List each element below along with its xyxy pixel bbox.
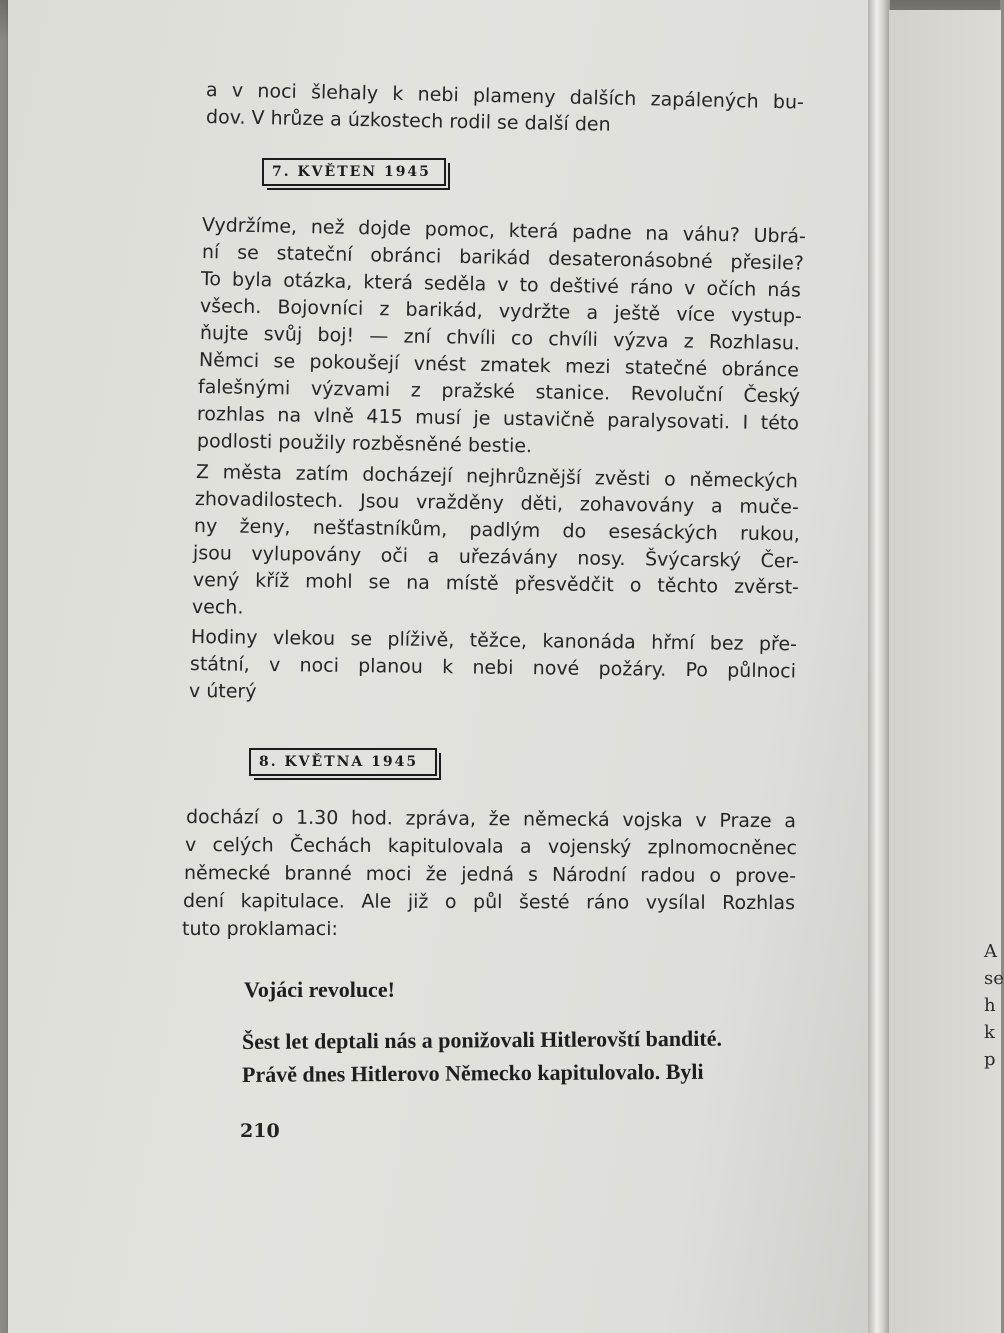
text-line: ní se stateční obránci barikád desateronásobné přesile? xyxy=(201,241,805,275)
text-line: vech. xyxy=(191,596,244,619)
text-line: vený kříž mohl se na místě přesvědčit o těchto zvěrst- xyxy=(192,569,800,599)
proclamation-line: Právě dnes Hitlerovo Německo kapitulovalo. Byli xyxy=(241,1058,704,1087)
text-line: dochází o 1.30 hod. zpráva, že německá vojska v Praze a xyxy=(185,806,797,833)
text-line: ny ženy, nešťastníkům, padlým do esesáckých rukou, xyxy=(193,515,801,546)
next-page-fragment: se xyxy=(984,968,1004,989)
text-line: rozhlas na vlně 415 musí je ustavičně paralysovati. I této xyxy=(196,403,800,435)
section-heading-may-8: 8. KVĚTNA 1945 xyxy=(249,748,437,776)
text-line: dení kapitulace. Ale již o půl šesté ráno vysílal Rozhlas xyxy=(182,890,796,915)
text-line: Hodiny vlekou se plíživě, těžce, kanonáda hřmí bez pře- xyxy=(190,626,798,656)
text-line: všech. Bojovníci z barikád, vydržte a ještě více vystup- xyxy=(199,295,803,328)
text-line: Vydržíme, než dojde pomoc, která padne na váhu? Ubrá- xyxy=(201,214,807,248)
text-line: Němci se pokoušejí vnést zmatek mezi statečné obránce xyxy=(198,349,800,382)
next-page-fragment: h xyxy=(984,995,996,1016)
text-line: ňujte svůj boj! — zní chvíli co chvíli výzva z Rozhlasu. xyxy=(199,322,801,355)
text-line: podlosti použily rozběsněné bestie. xyxy=(196,430,533,458)
next-page-fragment: k xyxy=(984,1022,995,1043)
text-line: v úterý xyxy=(188,680,257,703)
text-line: falešnými výzvami z pražské stanice. Revoluční Český xyxy=(197,376,801,408)
text-line: zhovadilostech. Jsou vražděny děti, zohavovány a muče- xyxy=(194,488,800,519)
text-line: jsou vylupovány oči a uřezávány nosy. Švýcarský Čer- xyxy=(192,542,800,573)
text-line: a v noci šlehaly k nebi plameny dalších zapálených bu- xyxy=(205,79,805,114)
text-line: To byla otázka, která seděla v to deštivé ráno v očích nás xyxy=(200,268,802,302)
proclamation-line: Šest let deptali nás a ponižovali Hitlerovští bandité. xyxy=(241,1025,723,1054)
text-line: Z města zatím docházejí nejhrůznější zvěsti o německých xyxy=(195,461,799,493)
text-line: tuto proklamaci: xyxy=(182,918,338,940)
page-number: 210 xyxy=(240,1120,280,1142)
text-line: státní, v noci planou k nebi nové požáry. Po půlnoci xyxy=(189,653,797,683)
next-page-fragment: p xyxy=(984,1049,996,1070)
text-line: dov. V hrůze a úzkostech rodil se další den xyxy=(205,106,611,136)
text-line: v celých Čechách kapitulovala a vojenský zplnomocněnec xyxy=(184,834,798,860)
section-heading-may-7: 7. KVĚTEN 1945 xyxy=(262,158,446,186)
proclamation-title: Vojáci revoluce! xyxy=(244,977,395,1002)
next-page-fragment: A xyxy=(984,941,997,962)
text-line: německé branné moci že jedná s Národní radou o prove- xyxy=(183,862,797,888)
